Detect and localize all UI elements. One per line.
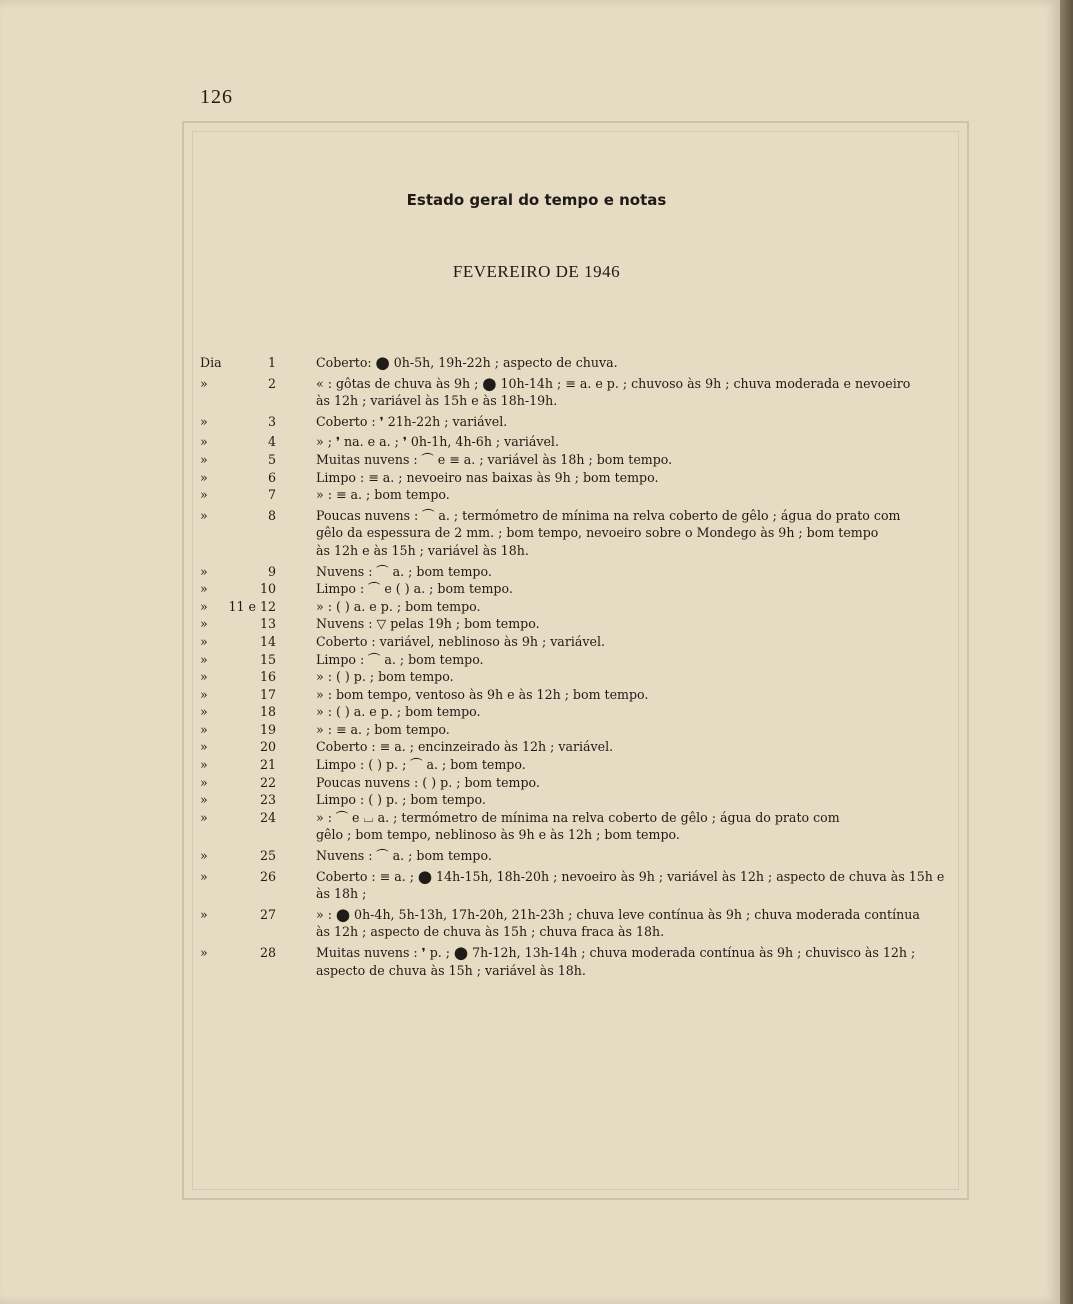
entry-row (200, 703, 990, 721)
entry-line: Coberto : ≡ a. ; encinzeirado às 12h ; variável. (316, 739, 614, 755)
ditto-mark: » (200, 616, 208, 632)
weather-notes-list (200, 354, 990, 979)
day-number: 15 (259, 651, 276, 667)
entry-row (200, 944, 990, 979)
entry-row (200, 375, 990, 410)
ditto-mark: » (200, 469, 208, 485)
entry-line: Coberto : ❜ 21h-22h ; variável. (316, 413, 508, 429)
entry-row (200, 413, 990, 431)
entry-text (316, 433, 990, 451)
entry-line: Coberto : variável, neblinoso às 9h ; variável. (316, 633, 605, 649)
entry-text (316, 486, 990, 504)
day-number: 6 (267, 469, 276, 485)
entry-text (316, 738, 990, 756)
ditto-mark: » (200, 434, 208, 450)
entry-row (200, 686, 990, 704)
entry-row (200, 721, 990, 739)
entry-line: » ; ❜ na. e a. ; ❜ 0h-1h, 4h-6h ; variável. (316, 434, 559, 450)
section-heading: Estado geral do tempo e notas (406, 191, 667, 209)
month-title: FEVEREIRO DE 1946 (452, 262, 621, 281)
day-number: 24 (259, 809, 276, 825)
entry-row (200, 868, 990, 903)
entry-text (316, 868, 990, 903)
day-number: 1 (267, 355, 276, 370)
day-number: 20 (259, 739, 276, 755)
entry-text (316, 791, 990, 809)
entry-line: Muitas nuvens : ⏜ e ≡ a. ; variável às 18h ; bom tempo. (316, 451, 673, 467)
day-number: 23 (259, 792, 276, 808)
day-number: 13 (259, 616, 276, 632)
ditto-mark: » (200, 809, 208, 825)
entry-line: » : ⏜ e ⌴ a. ; termómetro de mínima na relva coberto de gêlo ; água do prato com (316, 809, 840, 825)
entry-row (200, 633, 990, 651)
entry-text (316, 686, 990, 704)
entry-text (316, 598, 990, 616)
entry-line: » : ( ) a. e p. ; bom tempo. (316, 704, 481, 720)
day-number: 22 (259, 774, 276, 790)
entry-text (316, 906, 990, 941)
entry-text (316, 413, 990, 431)
entry-line: Coberto : ≡ a. ; ⬤ 14h-15h, 18h-20h ; nevoeiro às 9h ; variável às 12h ; aspecto de chuva às 15h e (316, 868, 945, 884)
ditto-mark: » (200, 651, 208, 667)
ditto-mark: » (200, 792, 208, 808)
ditto-mark: » (200, 686, 208, 702)
entry-text (316, 774, 990, 792)
entry-row (200, 847, 990, 865)
book-binding-edge (1060, 0, 1073, 1304)
entry-text (316, 721, 990, 739)
entry-row (200, 809, 990, 844)
ditto-mark: » (200, 563, 208, 579)
ditto-mark: » (200, 704, 208, 720)
entry-text (316, 580, 990, 598)
entry-row (200, 354, 990, 372)
entry-row (200, 580, 990, 598)
entry-row (200, 651, 990, 669)
entry-row (200, 668, 990, 686)
ditto-mark: » (200, 633, 208, 649)
entry-text (316, 375, 990, 410)
entry-text (316, 703, 990, 721)
entry-text (316, 944, 990, 979)
entry-line: Limpo : ≡ a. ; nevoeiro nas baixas às 9h ; bom tempo. (316, 469, 659, 485)
ditto-mark: » (200, 945, 208, 960)
entry-line: Limpo : ⏜ e ( ) a. ; bom tempo. (316, 581, 513, 597)
entry-text (316, 563, 990, 581)
ditto-mark: » (200, 906, 208, 922)
ditto-mark: » (200, 598, 208, 614)
entry-line: Muitas nuvens : ❜ p. ; ⬤ 7h-12h, 13h-14h ; chuva moderada contínua às 9h ; chuvisco às 12h ; (316, 945, 916, 960)
entry-line: » : ≡ a. ; bom tempo. (316, 487, 450, 503)
entry-line: Poucas nuvens : ( ) p. ; bom tempo. (316, 774, 540, 790)
entry-row (200, 791, 990, 809)
page-number: 126 (200, 86, 233, 108)
entry-continuation-line: às 18h ; (316, 886, 367, 902)
entry-text (316, 756, 990, 774)
entry-line: » : ( ) p. ; bom tempo. (316, 669, 454, 685)
entry-line: » : ⬤ 0h-4h, 5h-13h, 17h-20h, 21h-23h ; chuva leve contínua às 9h ; chuva moderada contínua (316, 906, 920, 922)
day-number: 7 (267, 487, 276, 503)
ditto-mark: » (200, 487, 208, 503)
entry-continuation-line: aspecto de chuva às 15h ; variável às 18h. (316, 962, 586, 978)
day-number: 16 (259, 669, 276, 685)
entry-text (316, 668, 990, 686)
entry-row (200, 563, 990, 581)
ditto-mark: » (200, 669, 208, 685)
day-number: 11 e 12 (228, 598, 276, 614)
entry-line: » : bom tempo, ventoso às 9h e às 12h ; bom tempo. (316, 686, 649, 702)
ditto-mark: » (200, 774, 208, 790)
entry-continuation-line: às 12h ; variável às 15h e às 18h-19h. (316, 393, 558, 409)
entry-row (200, 615, 990, 633)
ditto-mark: » (200, 413, 208, 429)
entry-line: « : gôtas de chuva às 9h ; ⬤ 10h-14h ; ≡ a. e p. ; chuvoso às 9h ; chuva moderada e nevoeiro (316, 375, 911, 391)
day-number: 18 (259, 704, 276, 720)
entry-text (316, 809, 990, 844)
entry-line: Limpo : ( ) p. ; bom tempo. (316, 792, 486, 808)
entry-row (200, 738, 990, 756)
entry-continuation-line: às 12h ; aspecto de chuva às 15h ; chuva fraca às 18h. (316, 924, 665, 940)
day-number: 5 (267, 451, 276, 467)
entry-line: Nuvens : ▽ pelas 19h ; bom tempo. (316, 616, 540, 632)
ditto-mark: » (200, 848, 208, 864)
ditto-mark: Dia (200, 355, 222, 370)
day-number: 4 (267, 434, 276, 450)
entry-row (200, 756, 990, 774)
entry-line: » : ( ) a. e p. ; bom tempo. (316, 598, 481, 614)
day-number: 2 (267, 375, 276, 391)
entry-row (200, 507, 990, 560)
entry-text (316, 451, 990, 469)
entry-row (200, 774, 990, 792)
entry-continuation-line: gêlo da espessura de 2 mm. ; bom tempo, nevoeiro sobre o Mondego às 9h ; bom tempo (316, 525, 879, 541)
entry-line: Nuvens : ⏜ a. ; bom tempo. (316, 563, 492, 579)
day-number: 8 (267, 507, 276, 523)
day-number: 9 (267, 563, 276, 579)
entry-text (316, 847, 990, 865)
entry-continuation-line: gêlo ; bom tempo, neblinoso às 9h e às 12h ; bom tempo. (316, 827, 680, 843)
entry-line: Nuvens : ⏜ a. ; bom tempo. (316, 848, 492, 864)
day-number: 25 (259, 848, 276, 864)
entry-row (200, 486, 990, 504)
entry-text (316, 615, 990, 633)
entry-line: Coberto: ⬤ 0h-5h, 19h-22h ; aspecto de chuva. (316, 355, 618, 370)
ditto-mark: » (200, 581, 208, 597)
day-number: 3 (267, 413, 276, 429)
ditto-mark: » (200, 757, 208, 773)
day-number: 14 (259, 633, 276, 649)
entry-text (316, 354, 990, 372)
entry-row (200, 433, 990, 451)
day-number: 17 (259, 686, 276, 702)
day-number: 26 (259, 868, 276, 884)
entry-row (200, 451, 990, 469)
entry-text (316, 507, 990, 560)
ditto-mark: » (200, 868, 208, 884)
ditto-mark: » (200, 507, 208, 523)
day-number: 19 (259, 721, 276, 737)
ditto-mark: » (200, 739, 208, 755)
entry-text (316, 469, 990, 487)
day-number: 10 (259, 581, 276, 597)
day-number: 21 (259, 757, 276, 773)
entry-text (316, 651, 990, 669)
entry-row (200, 469, 990, 487)
entry-line: » : ≡ a. ; bom tempo. (316, 721, 450, 737)
entry-row (200, 598, 990, 616)
entry-row (200, 906, 990, 941)
ditto-mark: » (200, 375, 208, 391)
entry-line: Limpo : ⏜ a. ; bom tempo. (316, 651, 484, 667)
entry-text (316, 633, 990, 651)
day-number: 28 (259, 945, 276, 960)
entry-line: Limpo : ( ) p. ; ⏜ a. ; bom tempo. (316, 757, 526, 773)
ditto-mark: » (200, 451, 208, 467)
day-number: 27 (259, 906, 276, 922)
entry-continuation-line: às 12h e às 15h ; variável às 18h. (316, 542, 529, 558)
entry-line: Poucas nuvens : ⏜ a. ; termómetro de mínima na relva coberto de gêlo ; água do prato com (316, 507, 901, 523)
ditto-mark: » (200, 721, 208, 737)
